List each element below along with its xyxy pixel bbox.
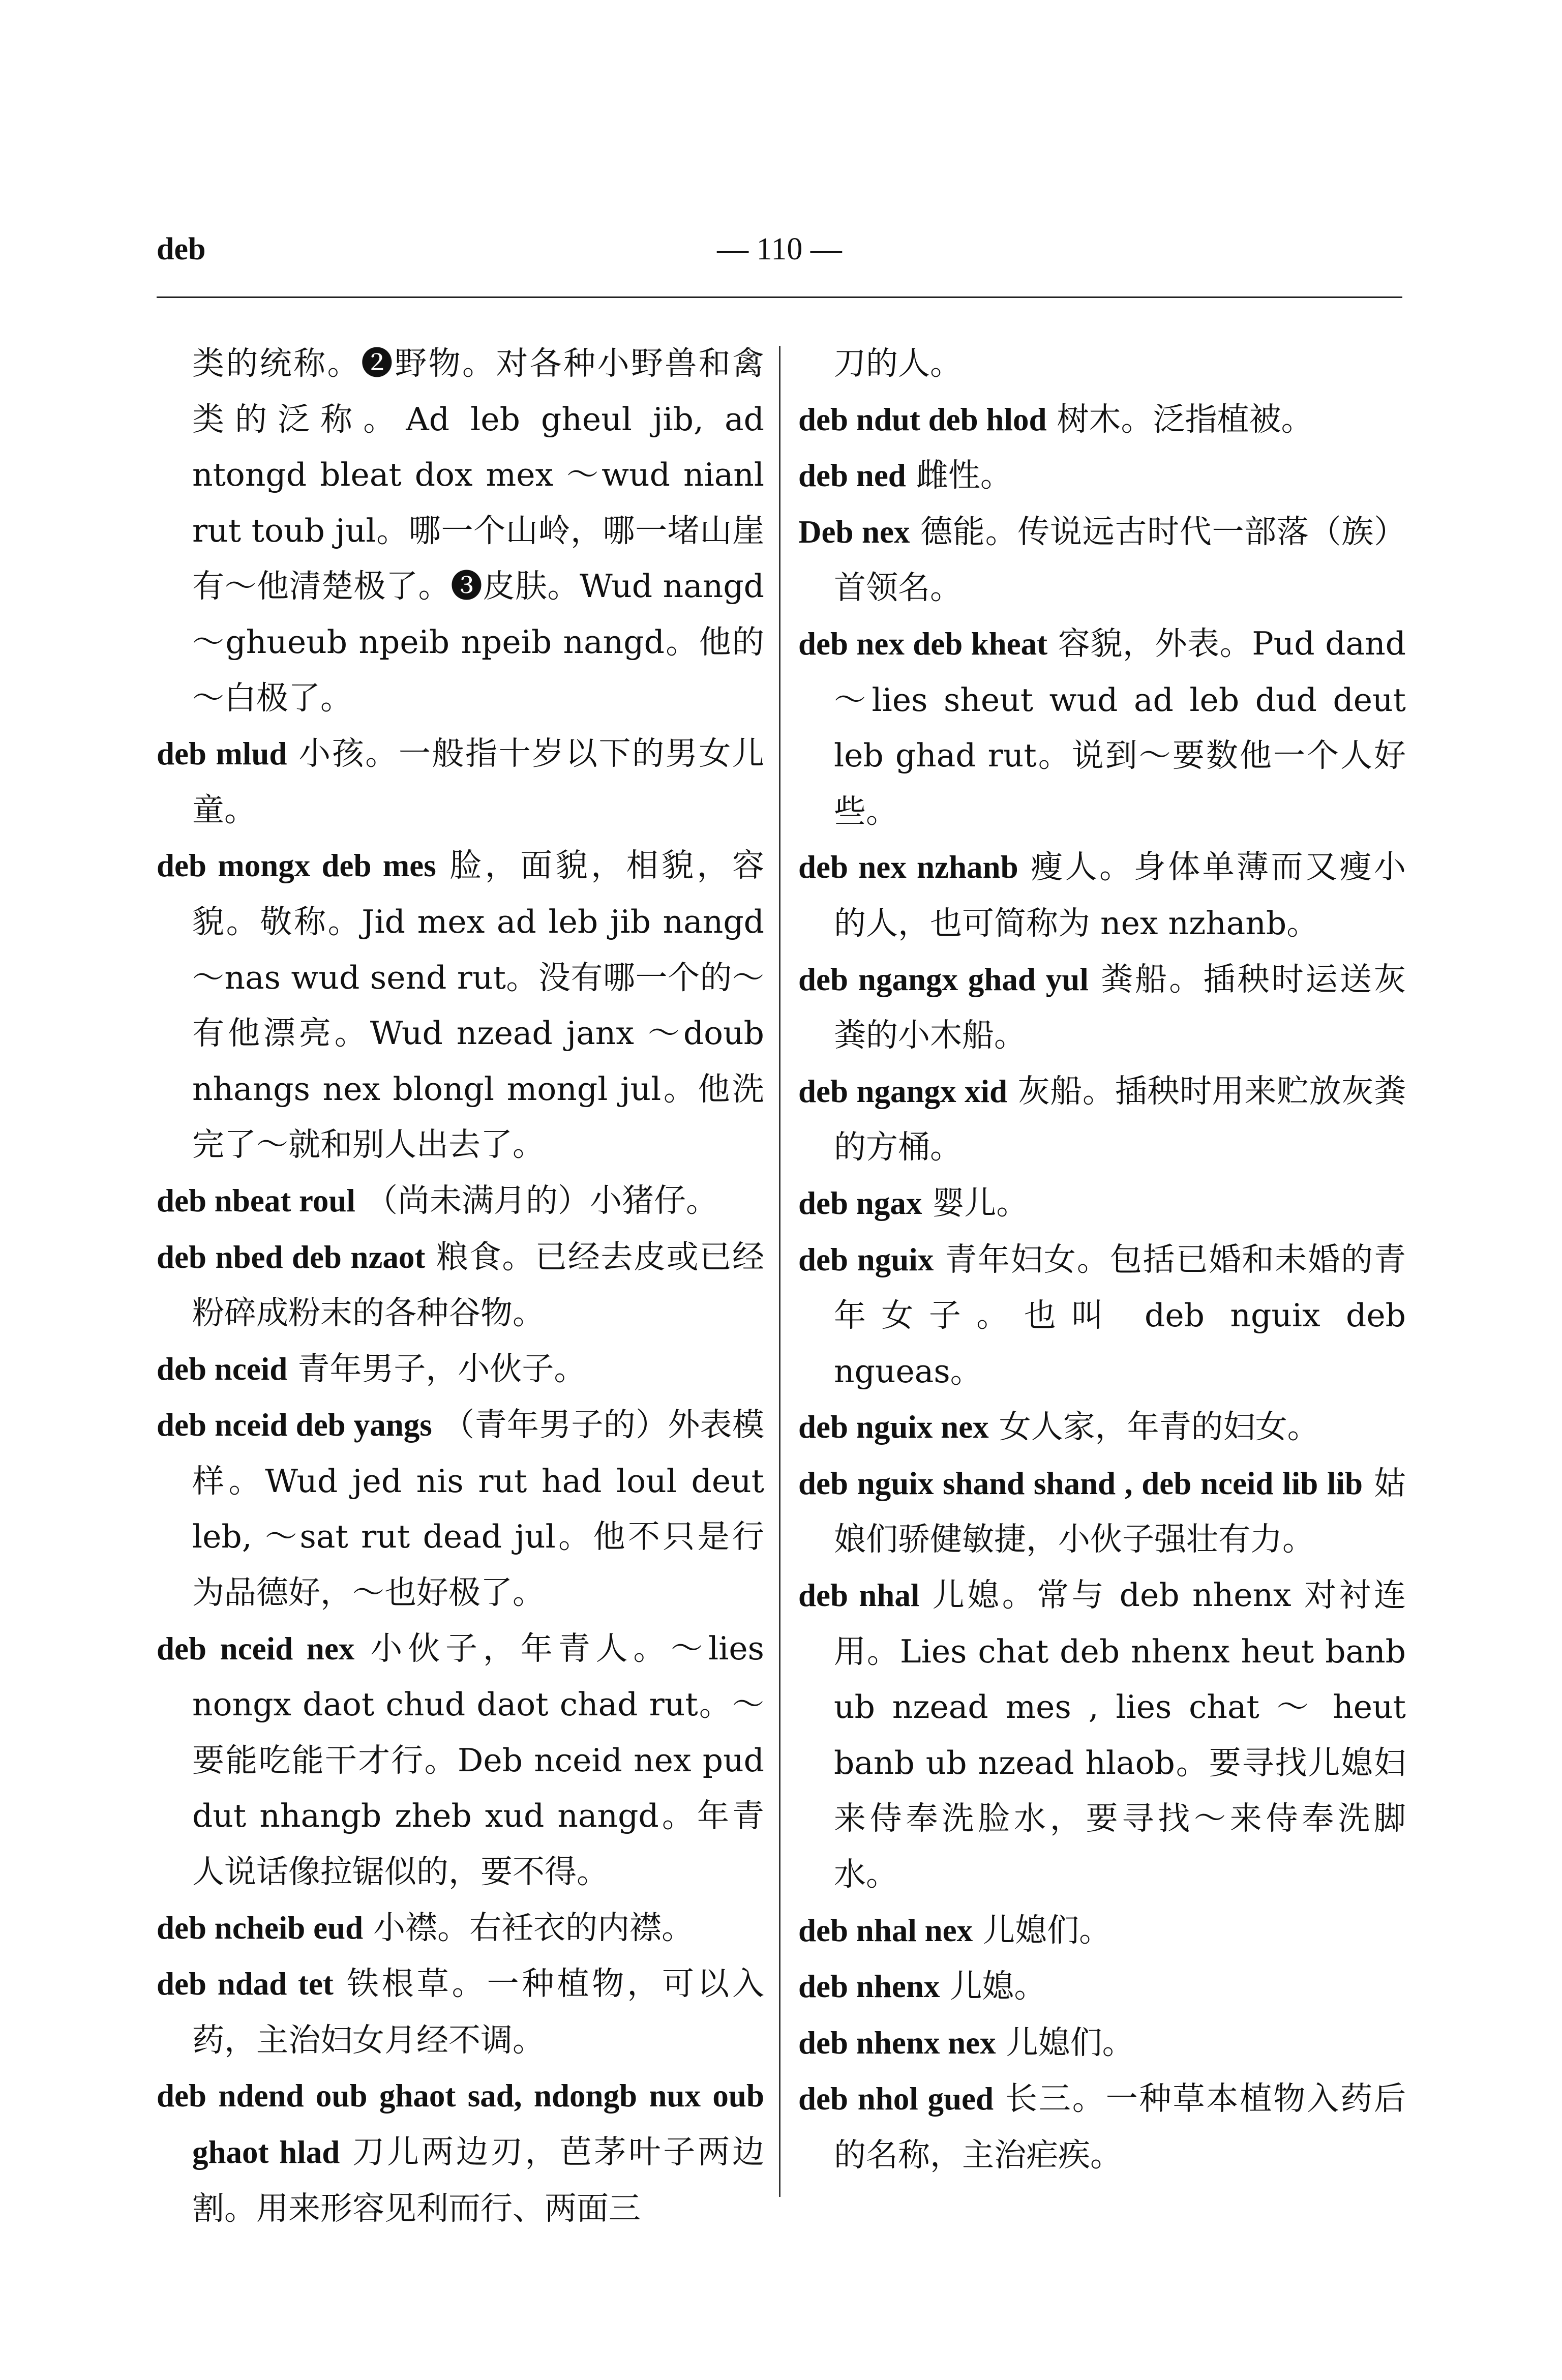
dictionary-entry bbox=[798, 1958, 1406, 2015]
entry-definition: 瘦人。身体单薄而又瘦小的人，也可简称为 nex nzhanb。 bbox=[834, 848, 1406, 942]
entry-definition: 粮食。已经去皮或已经粉碎成粉末的各种谷物。 bbox=[192, 1238, 765, 1332]
entry-definition: 刀的人。 bbox=[834, 345, 962, 382]
dictionary-entry bbox=[157, 1341, 764, 1397]
entry-headword: deb nhal nex bbox=[798, 1912, 973, 1948]
entry-definition: （尚未满月的）小猪仔。 bbox=[365, 1181, 718, 1219]
dictionary-entry bbox=[798, 448, 1406, 504]
entry-definition: 雌性。 bbox=[916, 457, 1012, 494]
entry-headword: deb ngax bbox=[798, 1185, 922, 1221]
entry-definition: 德能。传说远古时代一部落（族）首领名。 bbox=[834, 513, 1406, 607]
entry-definition: 容貌，外表。Pud dand～lies sheut wud ad leb dud deut leb ghad rut。说到～要数他一个人好些。 bbox=[834, 624, 1406, 830]
entry-headword: deb nbed deb nzaot bbox=[157, 1239, 426, 1275]
entry-headword: deb mongx deb mes bbox=[157, 848, 436, 884]
entry-headword: deb nex deb kheat bbox=[798, 626, 1048, 662]
entry-headword: deb ndad tet bbox=[157, 1966, 334, 2002]
entry-definition: 小伙子，年青人。～lies nongx daot chud daot chad rut。～要能吃能干才行。Deb nceid nex pud dut nhangb zheb xud nangd。年青人说话像拉锯似的，要不得。 bbox=[192, 1629, 764, 1891]
dictionary-entry bbox=[157, 838, 764, 1173]
entry-headword: deb nhal bbox=[798, 1578, 920, 1614]
entry-definition: （青年男子的）外表模样。Wud jed nis rut had loul deut leb, ～sat rut dead jul。他不只是行为品德好，～也好极了。 bbox=[192, 1406, 764, 1612]
entry-headword: deb nguix bbox=[798, 1241, 934, 1277]
entry-headword: Deb nex bbox=[798, 514, 910, 550]
entry-headword: deb nhenx nex bbox=[798, 2025, 996, 2061]
dictionary-entry bbox=[157, 1956, 764, 2068]
entry-definition: 刀儿两边刃，芭茅叶子两边割。用来形容见利而行、两面三 bbox=[192, 2133, 764, 2227]
dictionary-entry bbox=[798, 1902, 1406, 1959]
dictionary-entry bbox=[157, 336, 764, 726]
dictionary-entry bbox=[798, 392, 1406, 448]
dictionary-entry bbox=[157, 1173, 764, 1229]
dictionary-entry bbox=[798, 1175, 1406, 1232]
entry-headword: deb ndend oub ghaot sad, ndongb nux oub ghaot hlad bbox=[157, 2078, 764, 2170]
entry-definition: 类的统称。❷野物。对各种小野兽和禽类的泛称。Ad leb gheul jib, ad ntongd bleat dox mex ～wud nianl rut toub jul。哪一个山岭，哪一堵山崖有～他清楚极了。❸皮肤。Wud nangd～ghueub npeib npeib nangd。他的～白极了。 bbox=[192, 345, 764, 717]
dictionary-entry bbox=[798, 1399, 1406, 1455]
entry-headword: deb nguix nex bbox=[798, 1409, 989, 1445]
entry-headword: deb ngangx ghad yul bbox=[798, 961, 1089, 997]
dictionary-entry bbox=[798, 839, 1406, 951]
dictionary-entry bbox=[798, 951, 1406, 1063]
entry-definition: 儿媳。 bbox=[950, 1968, 1046, 2005]
dictionary-entry bbox=[798, 616, 1406, 839]
dictionary-entry bbox=[798, 2015, 1406, 2071]
dictionary-entry bbox=[798, 1455, 1406, 1567]
entry-headword: deb nceid nex bbox=[157, 1630, 355, 1667]
entry-headword: deb ned bbox=[798, 458, 906, 494]
left-column bbox=[157, 336, 764, 2236]
right-column bbox=[798, 336, 1406, 2183]
entry-definition: 脸，面貌，相貌，容貌。敬称。Jid mex ad leb jib nangd ～nas wud send rut。没有哪一个的～有他漂亮。Wud nzead janx ～doub nhangs nex blongl mongl jul。他洗完了～就和别人出去了。 bbox=[192, 847, 764, 1164]
entry-definition: 青年男子，小伙子。 bbox=[297, 1350, 586, 1387]
entry-headword: deb nguix shand shand , deb nceid lib lib bbox=[798, 1465, 1363, 1501]
entry-definition: 女人家，年青的妇女。 bbox=[999, 1408, 1319, 1446]
entry-definition: 小襟。右衽衣的内襟。 bbox=[373, 1909, 694, 1946]
column-divider bbox=[779, 346, 780, 2197]
dictionary-entry bbox=[157, 1900, 764, 1956]
entry-headword: deb ngangx xid bbox=[798, 1073, 1007, 1109]
entry-headword: deb nceid deb yangs bbox=[157, 1407, 432, 1443]
entry-headword: deb ndut deb hlod bbox=[798, 401, 1047, 437]
entry-definition: 儿媳们。 bbox=[983, 1911, 1112, 1949]
dictionary-entry bbox=[157, 2068, 764, 2236]
entry-definition: 树木。泛指植被。 bbox=[1057, 400, 1313, 438]
entry-headword: deb nbeat roul bbox=[157, 1182, 355, 1218]
dictionary-entry bbox=[798, 1063, 1406, 1175]
dictionary-entry bbox=[798, 504, 1406, 616]
entry-definition: 儿媳们。 bbox=[1006, 2024, 1134, 2061]
dictionary-entry bbox=[798, 1567, 1406, 1902]
entry-headword: deb nhenx bbox=[798, 1969, 940, 2005]
dictionary-entry bbox=[798, 336, 1406, 392]
entry-definition: 铁根草。一种植物，可以入药，主治妇女月经不调。 bbox=[192, 1965, 765, 2059]
page-number: — 110 — bbox=[717, 232, 842, 266]
dictionary-entry bbox=[157, 1621, 764, 1900]
entry-headword: deb nhol gued bbox=[798, 2081, 994, 2117]
dictionary-entry bbox=[798, 2071, 1406, 2183]
entry-definition: 灰船。插秧时用来贮放灰粪的方桶。 bbox=[834, 1072, 1406, 1166]
entry-definition: 姑娘们骄健敏捷，小伙子强壮有力。 bbox=[834, 1464, 1406, 1558]
running-head bbox=[157, 231, 1402, 277]
dictionary-entry bbox=[798, 1232, 1406, 1400]
entry-definition: 婴儿。 bbox=[932, 1184, 1029, 1222]
running-head-word: deb bbox=[157, 232, 206, 266]
header-rule bbox=[157, 296, 1402, 298]
entry-headword: deb nceid bbox=[157, 1351, 288, 1387]
entry-definition: 青年妇女。包括已婚和未婚的青年女子。也叫 deb nguix deb ngueas。 bbox=[834, 1240, 1406, 1390]
entry-headword: deb mlud bbox=[157, 736, 287, 772]
entry-headword: deb ncheib eud bbox=[157, 1910, 364, 1946]
dictionary-entry bbox=[157, 726, 764, 838]
entry-headword: deb nex nzhanb bbox=[798, 849, 1018, 885]
dictionary-entry bbox=[157, 1229, 764, 1341]
entry-definition: 粪船。插秧时运送灰粪的小木船。 bbox=[834, 960, 1406, 1054]
entry-definition: 小孩。一般指十岁以下的男女儿童。 bbox=[192, 735, 764, 828]
entry-definition: 儿媳。常与 deb nhenx 对衬连用。Lies chat deb nhenx heut banb ub nzead mes , lies chat ～ heut banb ub nzead hlaob。要寻找儿媳妇来侍奉洗脸水，要寻找～来侍奉洗脚水。 bbox=[834, 1576, 1406, 1893]
dictionary-entry bbox=[157, 1397, 764, 1620]
entry-definition: 长三。一种草本植物入药后的名称，主治疟疾。 bbox=[834, 2080, 1406, 2174]
